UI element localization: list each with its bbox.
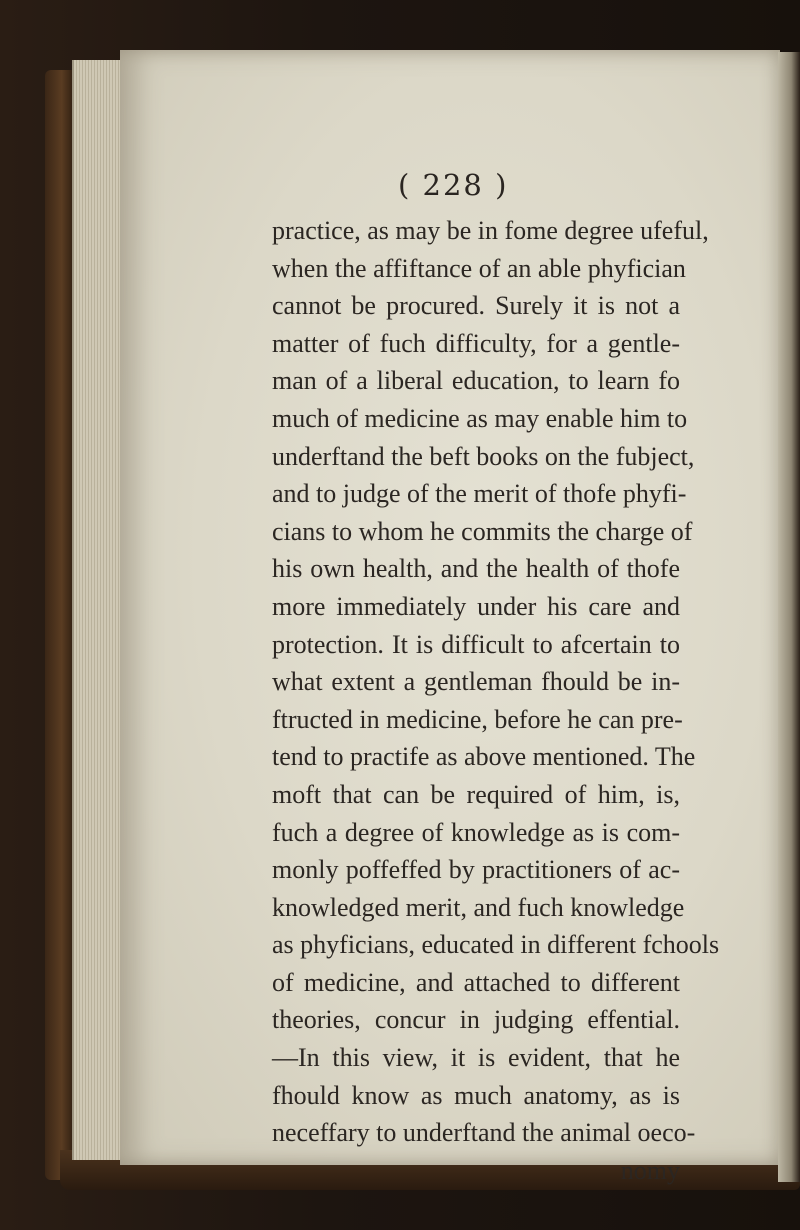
text-line: neceffary to underftand the animal oeco- [272, 1118, 696, 1148]
text-line: more immediately under his care and [272, 591, 680, 621]
text-line: tend to practife as above mentioned. The [272, 742, 696, 772]
text-line: matter of fuch difficulty, for a gentle- [272, 328, 680, 358]
text-line: as phyficians, educated in different fchools [272, 930, 720, 960]
text-line: much of medicine as may enable him to [272, 403, 688, 433]
text-line: —In this view, it is evident, that he [272, 1043, 680, 1073]
text-line: man of a liberal education, to learn fo [272, 366, 680, 396]
text-line: what extent a gentleman fhould be in- [272, 667, 680, 697]
page-number: ( 228 ) [398, 168, 509, 202]
text-line: when the affiftance of an able phyfician [272, 253, 686, 283]
text-line: cannot be procured. Surely it is not a [272, 291, 680, 321]
text-line: monly poffeffed by practitioners of ac- [272, 855, 680, 885]
text-line: moft that can be required of him, is, [272, 779, 680, 809]
text-line: of medicine, and attached to different [272, 967, 680, 997]
book-cover-spine [45, 70, 75, 1180]
text-line: ftructed in medicine, before he can pre- [272, 704, 683, 734]
text-line: underftand the beft books on the fubject, [272, 441, 695, 471]
text-line: fhould know as much anatomy, as is [272, 1080, 680, 1110]
text-line: knowledged merit, and fuch knowledge [272, 892, 685, 922]
text-line: cians to whom he commits the charge of [272, 516, 693, 546]
text-line: and to judge of the merit of thofe phyfi- [272, 479, 687, 509]
text-line: his own health, and the health of thofe [272, 554, 680, 584]
text-line: theories, concur in judging effential. [272, 1005, 680, 1035]
text-line: protection. It is difficult to afcertain to [272, 629, 680, 659]
catchword: nomy [620, 1155, 680, 1185]
text-line: fuch a degree of knowledge as is com- [272, 817, 680, 847]
text-line: practice, as may be in fome degree ufeful, [272, 216, 709, 245]
body-text [272, 212, 720, 1189]
right-page-edge [778, 52, 800, 1182]
